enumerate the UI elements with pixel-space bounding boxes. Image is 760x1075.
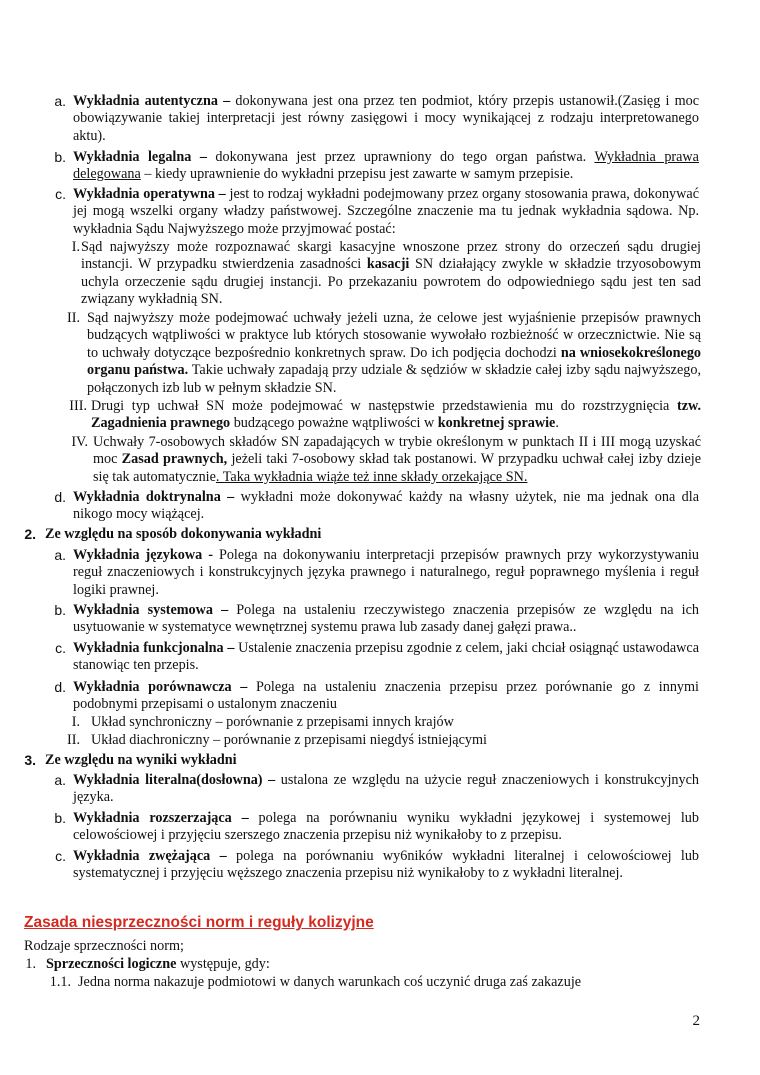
list-marker: c.	[55, 640, 66, 656]
roman-marker: IV.	[71, 434, 88, 450]
sub-list-item-text: Układ synchroniczny – porównanie z przepisami innych krajów	[91, 714, 454, 730]
roman-marker: II.	[67, 310, 80, 326]
term: Wykładnia systemowa –	[73, 602, 229, 618]
term: Sprzeczności logiczne	[46, 956, 177, 972]
list-item-text	[73, 93, 699, 145]
list-marker: a.	[54, 93, 66, 109]
list-marker: a.	[54, 547, 66, 563]
list-item-text: Wykładnia językowa - Polega na dokonywaniu interpretacji przepisów prawnych przy wykorzystywaniu reguł znaczeniowych i konstrukcyjnych języka prawnego i naturalnego, reguł poprawnego myślenia i reguł logiki prawnej.	[73, 547, 699, 598]
section-number: 2.	[24, 526, 36, 542]
roman-marker: I.	[71, 714, 80, 730]
section-title: Ze względu na sposób dokonywania wykładni	[45, 526, 322, 542]
term: Wykładnia językowa -	[73, 547, 213, 563]
list-marker: c.	[55, 186, 66, 202]
term: Wykładnia autentyczna –	[73, 93, 231, 109]
sub-list-item-text: Uchwały 7-osobowych składów SN zapadających w trybie określonym w punktach II i III mogą uzyskać moc Zasad prawnych, jeżeli taki 7-osobowy skład tak postanowi. W przypadku uchwał całej izby dzieje się tak automatycznie. Taka wykładnia wiąże też inne składy orzekające SN.	[93, 434, 701, 485]
roman-marker: I.	[71, 239, 80, 255]
list-item-text: Wykładnia literalna(dosłowna) – ustalona ze względu na użycie reguł znaczeniowych i konstrukcyjnych języka.	[73, 772, 699, 806]
list-marker: a.	[54, 772, 66, 788]
list-item-text: Wykładnia porównawcza – Polega na ustaleniu znaczenia przepisu przez porównanie go z innymi podobnymi przepisami o ustalonym znaczeniu	[73, 679, 699, 713]
list-item-text: Wykładnia doktrynalna – wykładni może dokonywać każdy na własny użytek, nie ma jednak ona dla nikogo mocy wiążącej.	[73, 489, 699, 523]
sub-list-item-text: Jedna norma nakazuje podmiotowi w danych warunkach coś uczynić druga zaś zakazuje	[78, 974, 582, 990]
list-marker: 1.1.	[49, 974, 71, 990]
list-item-text: Wykładnia zwężająca – polega na porównaniu wy6ników wykładni literalnej i celowościowej lub systematycznej i przyjęciu węższego znaczenia przepisu niż wynikałoby to z wykładni literalnej.	[73, 848, 700, 882]
term: Wykładnia literalna(dosłowna) –	[73, 772, 276, 788]
list-item-text: Wykładnia legalna – dokonywana jest przez uprawniony do tego organ państwa. Wykładnia prawa delegowana – kiedy uprawnienie do wykładni przepisu jest zawarte w samym przepisie.	[73, 149, 699, 183]
sub-list-item-text: Drugi typ uchwał SN może podejmować w następstwie przedstawienia mu do rozstrzygnięcia tzw. Zagadnienia prawnego budzącego poważne wątpliwości w konkretnej sprawie.	[91, 398, 701, 432]
list-marker: 1.	[25, 956, 36, 972]
underlined-text: Wykładnia prawa delegowana	[73, 149, 699, 183]
list-item-text: Sprzeczności logiczne występuje, gdy:	[46, 956, 270, 972]
list-marker: c.	[55, 848, 66, 864]
list-marker: d.	[54, 679, 66, 695]
section-heading: Zasada niesprzeczności norm i reguły kolizyjne	[24, 914, 374, 931]
underlined-text: . Taka wykładnia wiąże też inne składy orzekające SN.	[215, 468, 528, 485]
list-marker: d.	[54, 489, 66, 505]
list-marker: b.	[54, 149, 66, 165]
section-number: 3.	[24, 752, 36, 768]
list-item-text: Wykładnia funkcjonalna – Ustalenie znaczenia przepisu zgodnie z celem, jaki chciał osiągnąć ustawodawca stanowiąc ten przepis.	[73, 640, 699, 674]
term: Wykładnia funkcjonalna –	[73, 640, 235, 656]
term: Wykładnia doktrynalna –	[73, 489, 235, 505]
sub-list-item-text: Sąd najwyższy może podejmować uchwały jeżeli uzna, że celowe jest wyjaśnienie przepisów prawnych budzących wątpliwości w praktyce lub których stosowanie wywołało rozbieżność w orzecznictwie. Nie są to uchwały dotyczące bezpośrednio konkretnych spraw. Do ich podjęcia dochodzi na wniosekokreślonego organu państwa. Takie uchwały zapadają przy udziale & sędziów w składzie całej izby sądu najwyższego, połączonych izb lub w pełnym składzie SN.	[87, 310, 702, 396]
page-number: 2	[692, 1013, 700, 1029]
term: Wykładnia rozszerzająca –	[73, 810, 249, 826]
term: Wykładnia legalna –	[73, 149, 207, 165]
sub-list-item-text: Układ diachroniczny – porównanie z przepisami niegdyś istniejącymi	[91, 732, 487, 748]
list-item-text: Wykładnia rozszerzająca – polega na porównaniu wyniku wykładni językowej i systemowej lub celowościowej i przyjęciu szerszego znaczenia przepisu niż wynikałoby to z przepisu.	[73, 810, 699, 844]
document-page: a. Wykładnia autentyczna – dokonywana jest ona przez ten podmiot, który przepis ustanowił.(Zasięg i moc obowiązywanie takiej interpretacji jest równy zasięgowi i mocy wynikającej z rodzaju interpretowanego aktu). b. Wykładnia legalna – dokonywana jest przez uprawniony do tego organ państwa. Wykładnia prawa delegowana – kiedy uprawnienie do wykładni przepisu jest zawarte w samym przepisie. c. Wykładnia operatywna – jest to rodzaj wykładni podejmowany przez organy stosowania prawa, dokonywać jej mogą wszelki organy władzy państwowej. Szczególne znaczenie ma tu jednak wykładnia sądowa. Np. wykładnia Sądu Najwyższego może przyjmować postać: I. Sąd najwyższy może rozpoznawać skargi kasacyjne wnoszone przez strony do orzeczeń sądu drugiej instancji. W przypadku stwierdzenia zasadności kasacji SN działający zwykle w składzie trzyosobowym uchyla orzeczenie sądu drugiej instancji. Po przekazaniu powrotem do odpowiedniego sądu jest ten sad związany wykładnią SN. II. Sąd najwyższy może podejmować uchwały jeżeli uzna, że celowe jest wyjaśnienie przepisów prawnych budzących wątpliwości w praktyce lub których stosowanie wywołało rozbieżność w orzecznictwie. Nie są to uchwały dotyczące bezpośrednio konkretnych spraw. Do ich podjęcia dochodzi na wniosekokreślonego organu państwa. Takie uchwały zapadają przy udziale & sędziów w składzie całej izby sądu najwyższego, połączonych izb lub w pełnym składzie SN. III. Drugi typ uchwał SN może podejmować w następstwie przedstawienia mu do rozstrzygnięcia tzw. Zagadnienia prawnego budzącego poważne wątpliwości w konkretnej sprawie. IV. Uchwały 7-osobowych składów SN zapadających w trybie określonym w punktach II i III mogą uzyskać moc Zasad prawnych, jeżeli taki 7-osobowy skład tak postanowi. W przypadku uchwał całej izby dzieje się tak automatycznie. Taka wykładnia wiąże też inne składy orzekające SN. d. Wykładnia doktrynalna – wykładni może dokonywać każdy na własny użytek, nie ma jednak ona dla nikogo mocy wiążącej. 2. Ze względu na sposób dokonywania wykładni a. Wykładnia językowa - Polega na dokonywaniu interpretacji przepisów prawnych przy wykorzystywaniu reguł znaczeniowych i konstrukcyjnych języka prawnego i naturalnego, reguł poprawnego myślenia i reguł logiki prawnej. b. Wykładnia systemowa – Polega na ustaleniu rzeczywistego znaczenia przepisów ze względu na ich usytuowanie w systematyce wewnętrznej systemu prawa lub zasady danej gałęzi prawa.. c. Wykładnia funkcjonalna – Ustalenie znaczenia przepisu zgodnie z celem, jaki chciał osiągnąć ustawodawca stanowiąc ten przepis. d. Wykładnia porównawcza – Polega na ustaleniu znaczenia przepisu przez porównanie go z innymi podobnymi przepisami o ustalonym znaczeniu I. Układ synchroniczny – porównanie z przepisami innych krajów II. Układ diachroniczny – porównanie z przepisami niegdyś istniejącymi 3. Ze względu na wyniki wykładni a. Wykładnia literalna(dosłowna) – ustalona ze względu na użycie reguł znaczeniowych i konstrukcyjnych języka. b. Wykładnia rozszerzająca – polega na porównaniu wyniku wykładni językowej i systemowej lub celowościowej i przyjęciu szerszego znaczenia przepisu niż wynikałoby to z przepisu. c. Wykładnia zwężająca – polega na porównaniu wy6ników wykładni literalnej i celowościowej lub systematycznej i przyjęciu węższego znaczenia przepisu niż wynikałoby to z wykładni literalnej. Zasada niesprzeczności norm i reguły kolizyjne Rodzaje sprzeczności norm; 1. Sprzeczności logiczne występuje, gdy: 1.1. Jedna norma nakazuje podmiotowi w danych warunkach coś uczynić druga zaś zakazuje 2	[0, 0, 760, 1075]
definition: dokonywana jest ona przez ten podmiot, który przepis ustanowił.(Zasięg i moc obowiązywanie takiej interpretacji jest równy zasięgowi i mocy wynikającej z rodzaju interpretowanego aktu).	[73, 93, 699, 144]
section-title: Ze względu na wyniki wykładni	[45, 752, 237, 768]
list-marker: b.	[54, 602, 66, 618]
roman-marker: II.	[67, 732, 80, 748]
list-item-text: Wykładnia operatywna – jest to rodzaj wykładni podejmowany przez organy stosowania prawa, dokonywać jej mogą wszelki organy władzy państwowej. Szczególne znaczenie ma tu jednak wykładnia sądowa. Np. wykładnia Sądu Najwyższego może przyjmować postać:	[73, 186, 699, 237]
list-marker: b.	[54, 810, 66, 826]
roman-marker: III.	[69, 398, 87, 414]
list-item-text: Wykładnia systemowa – Polega na ustaleniu rzeczywistego znaczenia przepisów ze względu na ich usytuowanie w systematyce wewnętrznej systemu prawa lub zasady danej gałęzi prawa..	[73, 602, 699, 636]
term: Wykładnia zwężająca –	[73, 848, 227, 864]
sub-list-item-text: Sąd najwyższy może rozpoznawać skargi kasacyjne wnoszone przez strony do orzeczeń sądu drugiej instancji. W przypadku stwierdzenia zasadności kasacji SN działający zwykle w składzie trzyosobowym uchyla orzeczenie sądu drugiej instancji. Po przekazaniu powrotem do odpowiedniego sądu jest ten sad związany wykładnią SN.	[81, 239, 701, 308]
term: Wykładnia porównawcza –	[73, 679, 248, 695]
term: Wykładnia operatywna –	[73, 186, 226, 202]
